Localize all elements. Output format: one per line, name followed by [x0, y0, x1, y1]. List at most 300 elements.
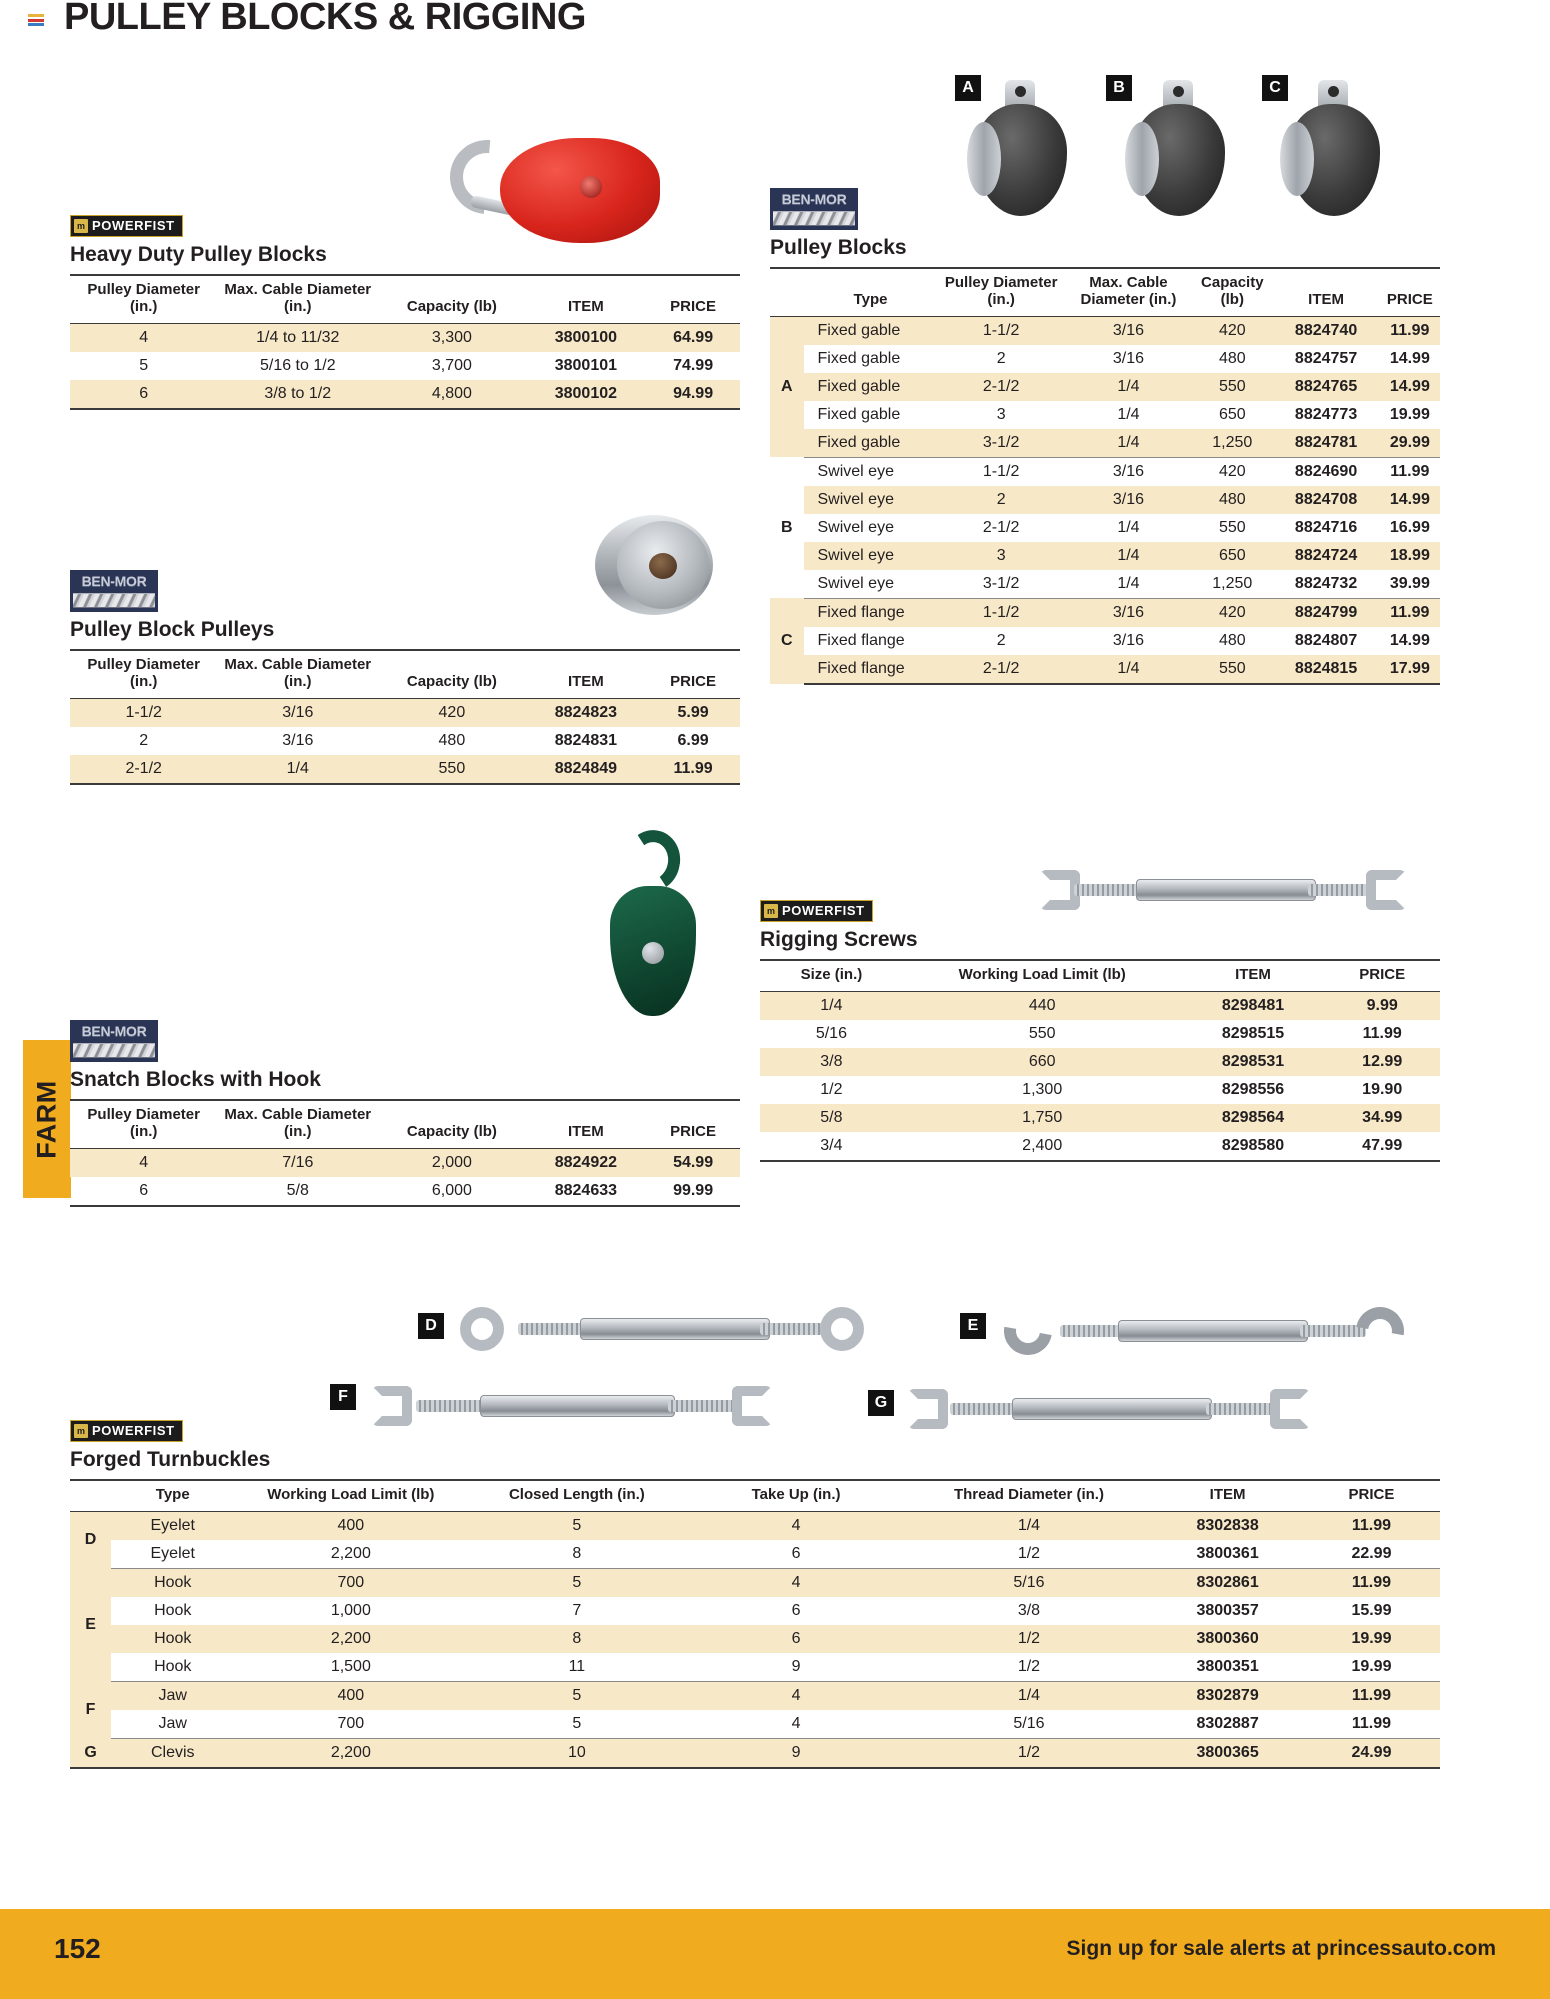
cell-item: 8824732: [1272, 570, 1379, 599]
cell-type: Hook: [111, 1653, 234, 1682]
cell-thread-diameter: 1/4: [906, 1681, 1153, 1710]
pulley-block-pulleys-table: [70, 649, 740, 785]
cell-price: 29.99: [1380, 429, 1440, 458]
table-row: [760, 1076, 1440, 1104]
cell-type: Jaw: [111, 1681, 234, 1710]
cell-pulley-diameter: 3-1/2: [938, 429, 1065, 458]
cell-capacity: 2,000: [378, 1148, 525, 1177]
cell-pulley-diameter: 1-1/2: [982, 462, 1020, 480]
sheave-shape: [1280, 122, 1314, 196]
table-row: [70, 755, 740, 784]
col-pulley-diameter: Pulley Diameter (in.): [70, 275, 217, 323]
cell-type: Fixed flange: [804, 655, 938, 684]
threaded-rod-shape: [1074, 884, 1144, 896]
cell-working-load-limit: 2,200: [234, 1625, 467, 1653]
cell-item: 8302879: [1152, 1681, 1303, 1710]
cell-item: 8824815: [1272, 655, 1379, 684]
cell-type: Hook: [111, 1625, 234, 1653]
cell-item: 8298481: [1182, 991, 1325, 1020]
cell-pulley-diameter: 2: [139, 731, 149, 749]
cell-working-load-limit: 400: [234, 1511, 467, 1540]
cell-price: 11.99: [1303, 1710, 1440, 1739]
cell-item: 8824781: [1272, 429, 1379, 458]
col-item: ITEM: [526, 650, 647, 698]
cell-price: 11.99: [1380, 316, 1440, 345]
cell-item: 8302838: [1152, 1511, 1303, 1540]
cell-pulley-diameter: 2: [938, 486, 1065, 514]
powerfist-logo-text: POWERFIST: [92, 1423, 175, 1438]
powerfist-logo-text: POWERFIST: [782, 903, 865, 918]
col-item: ITEM: [1182, 960, 1325, 991]
cell-item: 8824690: [1294, 462, 1358, 480]
cell-size: 1/4: [760, 991, 903, 1020]
threaded-rod-shape: [1308, 884, 1374, 896]
turnbuckle-body-shape: [580, 1318, 770, 1340]
group-letter: G: [70, 1738, 111, 1768]
cell-price: 18.99: [1380, 542, 1440, 570]
cell-take-up: 4: [686, 1681, 905, 1710]
cell-item: 8824922: [526, 1148, 647, 1177]
cell-pulley-diameter: 2-1/2: [70, 755, 217, 784]
turnbuckle-body-shape: [1012, 1398, 1212, 1420]
section-title: Pulley Block Pulleys: [70, 618, 275, 641]
col-type: Type: [111, 1480, 234, 1511]
cell-price: 9.99: [1324, 991, 1440, 1020]
cell-price: 47.99: [1324, 1132, 1440, 1161]
cell-thread-diameter: 1/2: [906, 1653, 1153, 1682]
section-rigging-screws: [760, 900, 1440, 1162]
table-header-row: [70, 1100, 740, 1148]
table-row: [70, 727, 740, 755]
color-bars-icon: [28, 14, 44, 26]
cell-price: 6.99: [677, 731, 709, 749]
section-title: Forged Turnbuckles: [70, 1448, 271, 1471]
cell-pulley-diameter: 2-1/2: [938, 655, 1065, 684]
hook-end-shape: [1347, 1298, 1414, 1365]
cell-price: 24.99: [1303, 1738, 1440, 1768]
cell-pulley-diameter: 2-1/2: [938, 373, 1065, 401]
threaded-rod-shape: [1060, 1325, 1126, 1337]
cell-working-load-limit: 2,200: [234, 1540, 467, 1569]
cell-capacity: 420: [378, 698, 525, 727]
cell-item: 8824849: [526, 755, 647, 784]
photo-badge-c: C: [1262, 75, 1288, 101]
table-row: [70, 1625, 1440, 1653]
section-heavy-duty-pulley-blocks: [70, 215, 740, 410]
section-pulley-blocks: [770, 188, 1440, 685]
col-pulley-diameter: Pulley Diameter (in.): [70, 650, 217, 698]
cell-type: Fixed gable: [804, 373, 938, 401]
cell-price: 11.99: [1390, 462, 1430, 480]
section-pulley-block-pulleys: [70, 570, 740, 785]
cell-thread-diameter: 1/2: [906, 1625, 1153, 1653]
cell-price: 11.99: [1362, 1024, 1402, 1042]
cell-closed-length: 5: [467, 1681, 686, 1710]
cell-size: 1/2: [820, 1080, 843, 1098]
cell-max-cable-diameter: 1/4: [1065, 542, 1192, 570]
cell-type: Swivel eye: [817, 518, 894, 536]
cell-item: 8302887: [1152, 1710, 1303, 1739]
cell-item: 8824807: [1294, 631, 1358, 649]
cell-working-load-limit: 1,500: [234, 1653, 467, 1682]
cell-max-cable-diameter: 3/16: [1112, 349, 1145, 367]
section-tab-label: FARM: [31, 1080, 62, 1159]
cell-price: 19.99: [1303, 1625, 1440, 1653]
rope-graphic-icon: [773, 211, 855, 226]
cell-closed-length: 8: [467, 1540, 686, 1569]
table-row: [760, 1048, 1440, 1076]
turnbuckle-body-shape: [480, 1395, 675, 1417]
cell-type: Hook: [111, 1568, 234, 1597]
pulley-blocks-table: [770, 267, 1440, 685]
cell-capacity: 480: [1218, 631, 1246, 649]
col-item: ITEM: [1272, 268, 1379, 316]
table-row: [70, 352, 740, 380]
table-row: [770, 627, 1440, 655]
cell-closed-length: 5: [467, 1511, 686, 1540]
cell-price: 17.99: [1380, 655, 1440, 684]
cell-item: 3800357: [1196, 1601, 1259, 1619]
cell-pulley-diameter: 2-1/2: [982, 518, 1020, 536]
cell-take-up: 4: [686, 1710, 905, 1739]
col-price: PRICE: [646, 650, 740, 698]
cell-type: Fixed gable: [804, 316, 938, 345]
cell-type: Hook: [154, 1601, 192, 1619]
cell-item: 3800360: [1152, 1625, 1303, 1653]
cell-thread-diameter: 1/2: [906, 1540, 1153, 1569]
col-price: PRICE: [646, 1100, 740, 1148]
cell-pulley-diameter: 3: [996, 405, 1006, 423]
table-row: [760, 991, 1440, 1020]
cell-capacity: 3,300: [378, 323, 525, 352]
cell-max-cable-diameter: 3/16: [1112, 462, 1145, 480]
cell-capacity: 480: [438, 731, 466, 749]
cell-type: Fixed gable: [817, 349, 901, 367]
table-row: [70, 1540, 1440, 1569]
cell-working-load-limit: 400: [234, 1681, 467, 1710]
cell-working-load-limit: 2,400: [903, 1132, 1182, 1161]
col-type: Type: [804, 268, 938, 316]
cell-take-up: 4: [686, 1511, 905, 1540]
table-row: [770, 542, 1440, 570]
table-row: [770, 429, 1440, 458]
cell-item: 8824773: [1294, 405, 1358, 423]
cell-type: Fixed gable: [817, 405, 901, 423]
eyelet-end-shape: [460, 1307, 504, 1351]
eyelet-end-shape: [820, 1307, 864, 1351]
cell-price: 14.99: [1380, 486, 1440, 514]
cell-max-cable-diameter: 1/4: [1065, 429, 1192, 458]
table-header-row: [70, 650, 740, 698]
cell-item: 3800101: [554, 356, 618, 374]
cell-max-cable-diameter: 3/16: [217, 698, 378, 727]
cell-price: 11.99: [646, 755, 740, 784]
cell-max-cable-diameter: 3/16: [1065, 486, 1192, 514]
section-title: Heavy Duty Pulley Blocks: [70, 243, 327, 266]
cell-price: 22.99: [1303, 1540, 1440, 1569]
sheave-shape: [1125, 122, 1159, 196]
cell-closed-length: 8: [467, 1625, 686, 1653]
cell-max-cable-diameter: 1/4: [1117, 518, 1140, 536]
cell-pulley-diameter: 4: [70, 1148, 217, 1177]
cell-type: Fixed flange: [804, 598, 938, 627]
cell-item: 8824716: [1294, 518, 1358, 536]
table-row: [770, 570, 1440, 599]
col-max-cable-diameter: Max. Cable Diameter (in.): [217, 1100, 378, 1148]
cell-price: 19.99: [1389, 405, 1430, 423]
col-item: ITEM: [1152, 1480, 1303, 1511]
table-row: [770, 457, 1440, 486]
cell-type: Jaw: [111, 1710, 234, 1739]
cell-pulley-diameter: 3: [938, 542, 1065, 570]
cell-item: 8824831: [554, 731, 618, 749]
section-title: Pulley Blocks: [770, 236, 907, 259]
cell-working-load-limit: 2,200: [234, 1738, 467, 1768]
table-header-row: [770, 268, 1440, 316]
photo-badge-f: F: [330, 1384, 356, 1410]
section-title: Rigging Screws: [760, 928, 918, 951]
cell-item: 3800100: [526, 323, 647, 352]
threaded-rod-shape: [668, 1400, 740, 1412]
cell-type: Swivel eye: [804, 486, 938, 514]
col-size: Size (in.): [760, 960, 903, 991]
cell-max-cable-diameter: 1/4: [1065, 373, 1192, 401]
section-forged-turnbuckles: [70, 1420, 1440, 1769]
cell-closed-length: 5: [467, 1568, 686, 1597]
cell-item: 3800361: [1152, 1540, 1303, 1569]
cell-max-cable-diameter: 1/4: [217, 755, 378, 784]
group-letter: C: [770, 598, 804, 684]
col-price: PRICE: [646, 275, 740, 323]
cell-size: 3/4: [760, 1132, 903, 1161]
table-row: [770, 373, 1440, 401]
powerfist-mark-icon: m: [764, 904, 778, 918]
photo-badge-a: A: [955, 75, 981, 101]
snatch-blocks-table: [70, 1099, 740, 1207]
table-row: [70, 1511, 1440, 1540]
pulley-hub-shape: [580, 176, 602, 198]
swivel-eye-hole-shape: [1173, 86, 1184, 97]
page-header: [0, 0, 1550, 60]
cell-working-load-limit: 1,000: [330, 1601, 371, 1619]
cell-working-load-limit: 1,300: [1022, 1080, 1063, 1098]
cell-price: 14.99: [1380, 373, 1440, 401]
photo-badge-e: E: [960, 1313, 986, 1339]
cell-pulley-diameter: 2: [996, 631, 1006, 649]
cell-price: 94.99: [646, 380, 740, 409]
col-price: PRICE: [1324, 960, 1440, 991]
cell-item: 8824799: [1272, 598, 1379, 627]
cell-price: 19.90: [1362, 1080, 1403, 1098]
cell-max-cable-diameter: 1/4: [1065, 570, 1192, 599]
cell-capacity: 550: [1218, 518, 1246, 536]
section-snatch-blocks: [70, 1020, 740, 1207]
cell-item: 8824757: [1294, 349, 1358, 367]
cell-capacity: 420: [1218, 462, 1246, 480]
group-letter: E: [70, 1568, 111, 1681]
col-max-cable-diameter: Max. Cable Diameter (in.): [217, 275, 378, 323]
cell-take-up: 9: [686, 1738, 905, 1768]
table-row: [70, 380, 740, 409]
table-row: [70, 1710, 1440, 1739]
col-price: PRICE: [1380, 268, 1440, 316]
page-footer: [0, 1909, 1550, 1999]
cell-thread-diameter: 3/8: [1017, 1601, 1041, 1619]
cell-price: 74.99: [673, 356, 714, 374]
turnbuckle-body-shape: [1118, 1320, 1308, 1342]
cell-type: Swivel eye: [817, 462, 894, 480]
cell-take-up: 6: [686, 1625, 905, 1653]
photo-badge-b: B: [1106, 75, 1132, 101]
cell-type: Eyelet: [111, 1540, 234, 1569]
table-row: [760, 1132, 1440, 1161]
cell-max-cable-diameter: 5/16 to 1/2: [259, 356, 336, 374]
cell-capacity: 6,000: [378, 1177, 525, 1206]
cell-price: 99.99: [646, 1177, 740, 1206]
cell-pulley-diameter: 1-1/2: [938, 316, 1065, 345]
cell-capacity: 1,250: [1192, 570, 1272, 599]
heavy-duty-pulley-blocks-table: [70, 274, 740, 410]
table-row: [70, 1568, 1440, 1597]
cell-item: 8298515: [1221, 1024, 1285, 1042]
col-max-cable-diameter: Max. Cable Diameter (in.): [1065, 268, 1192, 316]
cell-type: Eyelet: [111, 1511, 234, 1540]
cell-price: 16.99: [1389, 518, 1430, 536]
cell-working-load-limit: 440: [903, 991, 1182, 1020]
cell-working-load-limit: 700: [234, 1710, 467, 1739]
cell-price: 15.99: [1351, 1601, 1392, 1619]
gable-hole-shape: [1015, 86, 1026, 97]
cell-capacity: 550: [1192, 655, 1272, 684]
col-closed-length: Closed Length (in.): [467, 1480, 686, 1511]
cell-take-up: 6: [791, 1601, 801, 1619]
cell-max-cable-diameter: 1/4: [1117, 405, 1140, 423]
cell-item: 8824724: [1272, 542, 1379, 570]
cell-price: 34.99: [1324, 1104, 1440, 1132]
powerfist-mark-icon: m: [74, 1424, 88, 1438]
benmor-logo-text: BEN-MOR: [781, 191, 847, 207]
cell-price: 14.99: [1389, 631, 1430, 649]
powerfist-logo: [70, 215, 183, 237]
cell-pulley-diameter: 3-1/2: [938, 570, 1065, 599]
cell-take-up: 9: [686, 1653, 905, 1682]
cell-capacity: 3,700: [431, 356, 472, 374]
cell-type: Fixed gable: [804, 429, 938, 458]
fixed-flange-hole-shape: [1328, 86, 1339, 97]
turnbuckle-eyelet-photo: [460, 1300, 890, 1358]
cell-capacity: 480: [1192, 486, 1272, 514]
table-row: [70, 1148, 740, 1177]
cell-working-load-limit: 550: [1028, 1024, 1056, 1042]
cell-pulley-diameter: 6: [70, 1177, 217, 1206]
cell-thread-diameter: 1/2: [906, 1738, 1153, 1768]
cell-pulley-diameter: 4: [70, 323, 217, 352]
col-capacity: Capacity (lb): [378, 1100, 525, 1148]
table-row: [70, 1681, 1440, 1710]
cell-capacity: 650: [1218, 405, 1246, 423]
cell-capacity: 420: [1192, 598, 1272, 627]
col-group-letter: [770, 268, 804, 316]
cell-take-up: 4: [686, 1568, 905, 1597]
photo-badge-g: G: [868, 1390, 894, 1416]
table-row: [770, 316, 1440, 345]
cell-capacity: 550: [1192, 373, 1272, 401]
table-row: [770, 486, 1440, 514]
group-letter: B: [770, 457, 804, 598]
cell-type: Clevis: [111, 1738, 234, 1768]
col-thread-diameter: Thread Diameter (in.): [906, 1480, 1153, 1511]
cell-item: 8824708: [1272, 486, 1379, 514]
cell-price: 54.99: [646, 1148, 740, 1177]
table-row: [770, 598, 1440, 627]
page-title: PULLEY BLOCKS & RIGGING: [64, 0, 586, 38]
table-row: [70, 698, 740, 727]
benmor-logo: [770, 188, 858, 230]
cell-price: 14.99: [1389, 349, 1430, 367]
cell-working-load-limit: 700: [234, 1568, 467, 1597]
table-row: [70, 1653, 1440, 1682]
powerfist-mark-icon: m: [74, 219, 88, 233]
cell-price: 12.99: [1324, 1048, 1440, 1076]
cell-closed-length: 7: [572, 1601, 582, 1619]
cell-pulley-diameter: 6: [70, 380, 217, 409]
cell-price: 11.99: [1303, 1681, 1440, 1710]
cell-max-cable-diameter: 1/4 to 11/32: [217, 323, 378, 352]
threaded-rod-shape: [950, 1403, 1018, 1415]
threaded-rod-shape: [518, 1323, 588, 1335]
col-working-load-limit: Working Load Limit (lb): [234, 1480, 467, 1511]
cell-working-load-limit: 660: [903, 1048, 1182, 1076]
col-capacity: Capacity (lb): [378, 275, 525, 323]
col-price: PRICE: [1303, 1480, 1440, 1511]
cell-item: 8298580: [1182, 1132, 1325, 1161]
cell-working-load-limit: 1,750: [903, 1104, 1182, 1132]
table-header-row: [70, 275, 740, 323]
benmor-logo-text: BEN-MOR: [81, 1023, 147, 1039]
cell-price: 19.99: [1303, 1653, 1440, 1682]
table-row: [70, 1597, 1440, 1625]
cell-item: 8298564: [1182, 1104, 1325, 1132]
cell-capacity: 420: [1192, 316, 1272, 345]
cell-type: Fixed flange: [817, 631, 905, 649]
cell-max-cable-diameter: 3/16: [1065, 598, 1192, 627]
cell-thread-diameter: 1/4: [906, 1511, 1153, 1540]
snatch-block-photo: [590, 830, 720, 1040]
table-header-row: [760, 960, 1440, 991]
group-letter: F: [70, 1681, 111, 1738]
cell-item: 3800102: [526, 380, 647, 409]
page-number: 152: [54, 1933, 101, 1964]
photo-badge-d: D: [418, 1313, 444, 1339]
cell-price: 5.99: [646, 698, 740, 727]
cell-closed-length: 5: [467, 1710, 686, 1739]
section-tab-farm: [23, 1040, 71, 1198]
table-row: [70, 1177, 740, 1206]
table-header-row: [70, 1480, 1440, 1511]
table-row: [70, 323, 740, 352]
col-working-load-limit: Working Load Limit (lb): [903, 960, 1182, 991]
cell-max-cable-diameter: 7/16: [217, 1148, 378, 1177]
cell-price: 11.99: [1303, 1511, 1440, 1540]
cell-capacity: 650: [1192, 542, 1272, 570]
cell-max-cable-diameter: 3/16: [1065, 316, 1192, 345]
cell-size: 3/8: [760, 1048, 903, 1076]
cell-price: 11.99: [1303, 1568, 1440, 1597]
cell-item: 8298556: [1221, 1080, 1285, 1098]
rope-graphic-icon: [73, 1043, 155, 1058]
col-capacity: Capacity (lb): [378, 650, 525, 698]
cell-item: 8298531: [1182, 1048, 1325, 1076]
